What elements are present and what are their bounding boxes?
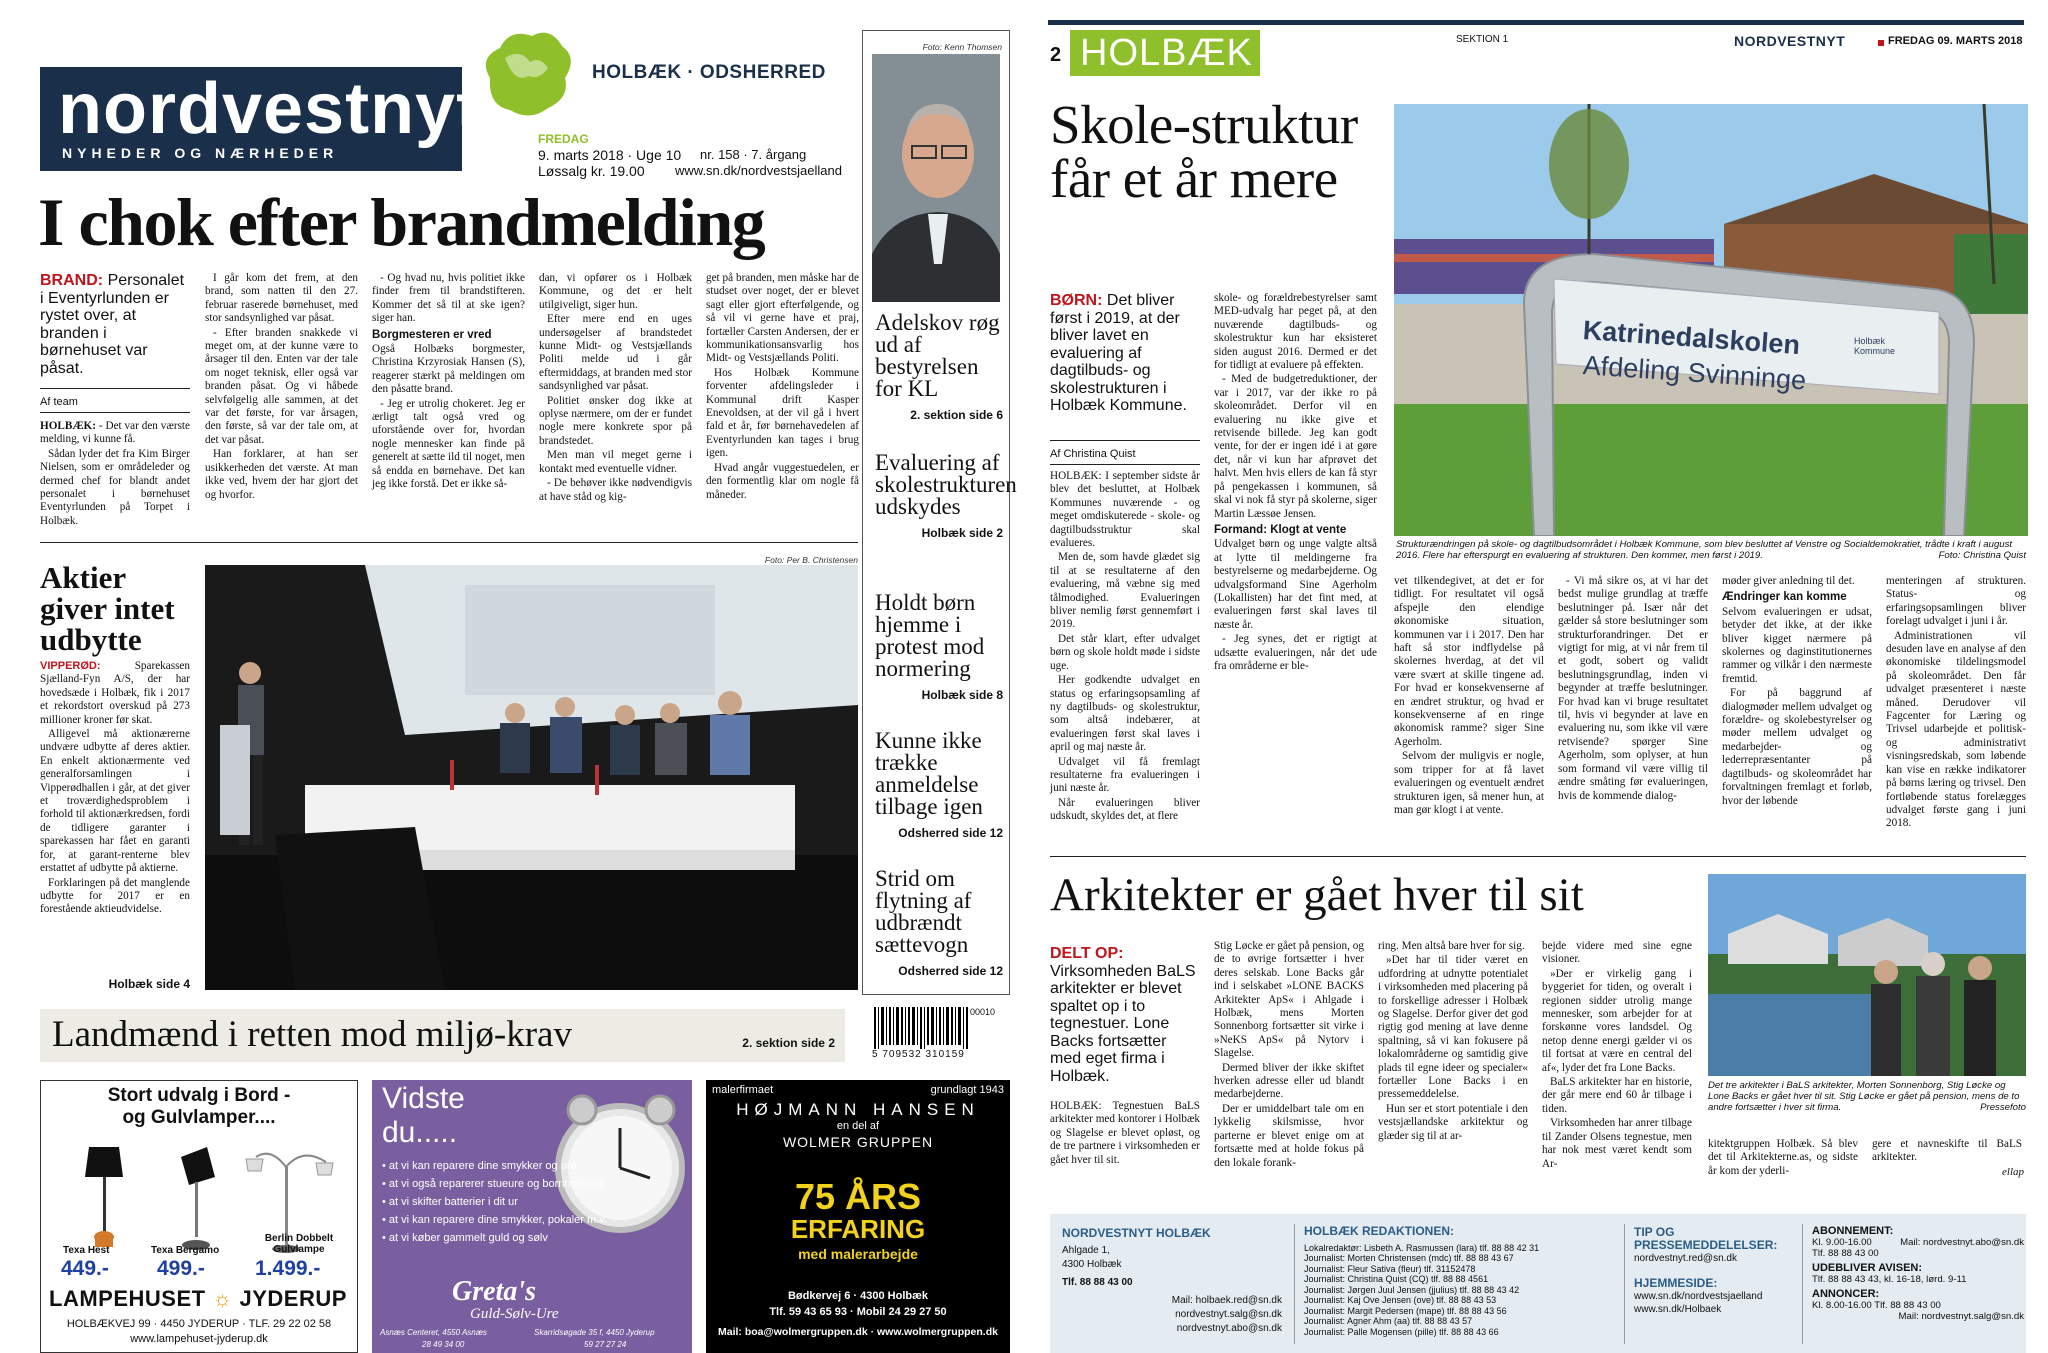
sidebar-teaser-2[interactable] bbox=[875, 450, 1017, 540]
teaser-ref: Holbæk side 8 bbox=[921, 688, 1003, 702]
barcode-code: 00010 bbox=[970, 1007, 996, 1017]
teaser-headline: Strid om flytning af udbrændt sættevogn bbox=[875, 866, 972, 957]
sidebar-teaser-5[interactable] bbox=[875, 868, 1003, 978]
teaser-ref: Holbæk side 2 bbox=[921, 526, 1003, 540]
footer-sep bbox=[1624, 1224, 1625, 1344]
ad-gretas-tel2: 59 27 27 24 bbox=[584, 1340, 627, 1349]
story2-col-e: kitektgruppen Holbæk. Så blev det til Arkitekterne.as, og sidste år kom der yderli- bbox=[1708, 1138, 1858, 1177]
teaser-headline: Kunne ikke trække anmeldelse tilbage igen bbox=[875, 728, 983, 819]
ad-hojmann-addr: Bødkervej 6 · 4300 Holbæk bbox=[787, 1290, 928, 1302]
main-col4-p2: Efter mere end en uges undersøgelser af brandstedet kunne Midt- og Vestsjællands Politi melde ud i går eftermiddags, at branden med stor sandsynlighed var påsat. bbox=[539, 313, 692, 393]
sidebar-teaser-1[interactable] bbox=[875, 312, 1003, 422]
story1-col-e: møder giver anledning til det. Ændringer kan komme Selvom evalueringen er udsat, betyder det ikke, at der ikke bliver kigget nærmere på skolernes og daginstitutionernes rammer og vilkår i den nærmeste fremtid. For på baggrund af dialogmøder mellem udvalget og forældre- og skolebestyrelser og møder mellem udvalget og medarbejder- og lederrepræsentanter på dagtilbuds- og skoleområdet har forvaltningen fremlagt et forløb, hvor der løbende bbox=[1722, 575, 1872, 807]
teaser-ref: 2. sektion side 6 bbox=[910, 408, 1003, 422]
story1-kicker-label: BØRN: bbox=[1050, 292, 1103, 309]
ad-gretas-title1: Vidste bbox=[382, 1082, 465, 1115]
teaser-ref: Odsherred side 12 bbox=[898, 826, 1003, 840]
story2-kicker-block bbox=[1050, 945, 1200, 1085]
ad-hojmann-big1: 75 ÅRS bbox=[794, 1176, 922, 1217]
conference-photo bbox=[205, 565, 858, 990]
ad-gretas-addr2: Skarridsøgade 35 f, 4450 Jyderup bbox=[534, 1328, 655, 1337]
ad-hojmann-top-left: malerfirmaet bbox=[712, 1084, 774, 1096]
story2-col-f: gere et navneskifte til BaLS arkitekter. bbox=[1872, 1138, 2022, 1164]
story1-subhead-2: Ændringer kan komme bbox=[1722, 591, 1847, 604]
product-name: Berlin Dobbelt Gulvlampe bbox=[264, 1233, 334, 1255]
footer-col1: NORDVESTNYT HOLBÆK Ahlgade 1, 4300 Holbæk Tlf. 88 88 43 00 Mail: holbaek.red@sn.dk nordvestnyt.salg@sn.dk nordvestnyt.abo@sn.dk bbox=[1062, 1226, 1282, 1334]
banner-headline: Landmænd i retten mod miljø-krav bbox=[52, 1014, 572, 1055]
footer-sep bbox=[1294, 1224, 1295, 1344]
main-col4-p1: dan, vi opfører os i Holbæk Kommune, og det er helt utilgiveligt, siger hun. bbox=[539, 272, 692, 311]
sign-logo: Holbæk Kommune bbox=[1854, 336, 1896, 356]
sun-icon: ☼ bbox=[212, 1286, 233, 1311]
teaser-headline: Holdt børn hjemme i protest mod normering bbox=[875, 590, 985, 681]
school-sign-photo bbox=[1394, 104, 2028, 536]
story1-byline: Af Christina Quist bbox=[1050, 448, 1136, 460]
main-col1-p2: Sådan lyder det fra Kim Birger Nielsen, som er områdeleder og dermed chef for blandt andet personalet i børnehuset Eventyrlunden på Torpet i Holbæk. bbox=[40, 447, 190, 527]
second-body bbox=[40, 660, 190, 918]
story2-col-d: bejde videre med sine egne visioner. »Der er virkelig gang i byggeriet for tiden, og overalt i regionen sidder utrolig mange mennesker, som arbejder for at forskønne vores landsdel. Og netop denne energi gælder vi os til fortsat at være en central del af«, lyder det fra Lone Backs. BaLS arkitekter har en historie, der går mere end 60 år tilbage i tiden. Virksomheden har anrer tilbage til Zander Olsens tegnestue, men har nok mest været kendt som Ar- bbox=[1542, 940, 1692, 1170]
masthead-region: HOLBÆK · ODSHERRED bbox=[592, 62, 826, 83]
sign-text-1: Katrinedalskolen bbox=[1581, 315, 1802, 361]
story2-col-b: Stig Løcke er gået på pension, og de to øvrige fortsætter i hver deres selskab. Lone Backs går ind i selskabet »LONE BACKS Arkitekter ApS« i Ahlgade i Holbæk, mens Morten Sonnenborg fortsætter sit virke i »NeKS ApS« på Nytorv i Slagelse. Dermed bliver der ikke skiftet hverken adresse eller ud blandt medarbejderne. Der er umiddelbart tale om en lykkelig skilsmisse, hvor parterne er blevet enige om at fortsætte med at holde fokus på den lokale forank- bbox=[1214, 940, 1364, 1169]
ad-gretas[interactable] bbox=[372, 1080, 692, 1353]
second-p3: Forklaringen på det manglende udbytte for 2017 er en forestående aktieudvidelse. bbox=[40, 876, 190, 916]
main-col3-p2: Også Holbæks borgmester, Christina Krzyrosiak Hansen (S), reagerer stærkt på meldingen om den påsatte brand. bbox=[372, 343, 525, 396]
story1-kicker: Det bliver først i 2019, at der bliver lavet en evaluering af dagtilbuds- og skolestrukturen i Holbæk Kommune. bbox=[1050, 292, 1187, 414]
footer-col4: ABONNEMENT: Kl. 9.00-16.00 Mail: nordvestnyt.abo@sn.dk Tlf. 88 88 43 00 UDEBLIVER AVISEN: Tlf. 88 88 43 43, kl. 16-18, lørd. 9-11 ANNONCER: Kl. 8.00-16.00 Tlf. 88 88 43 00 Mail: nordvestnyt.salg@sn.dk bbox=[1812, 1225, 2024, 1322]
second-kicker-label: VIPPERØD: bbox=[40, 660, 101, 672]
teaser-headline: Adelskov røg ud af bestyrelsen for KL bbox=[875, 310, 1000, 401]
ad-hojmann-sub: en del af bbox=[836, 1120, 880, 1132]
globe-logo-icon bbox=[470, 18, 580, 126]
second-p2: Alligevel må aktionærerne undvære udbytte af deres aktier. En enkelt aktionærmente ved generalforsamlingen i Vipperødhallen i går, at det giver et troværdighedsproblem i forhold til aktionærkredsen, fordi de tidligere garanter i sparekassen har fået en garanti for, at garant-renterne blev erstattet af udbytte på aktierne. bbox=[40, 728, 190, 875]
product-price: 449.- bbox=[61, 1257, 109, 1280]
main-col4-p3: Politiet ønsker dog ikke at oplyse nærmere, om der er fundet nogle mere konkrete spor på brandstedet. bbox=[539, 394, 692, 447]
product-price: 1.499.- bbox=[255, 1257, 321, 1280]
ad-hojmann-mail[interactable]: Mail: boa@wolmergruppen.dk · www.wolmergruppen.dk bbox=[718, 1326, 998, 1338]
story1-col-f: menteringen af strukturen. Status- og erfaringsopsamlingen bliver forelagt udvalget i juni i år. Administrationen vil desuden lave en analyse af den økonomiske tildelingsmodel på skoleområdet. Den får udvalget præsenteret i næste måned. Derudover vil Fagcenter for Læring og Trivsel udarbejde et politisk- og administrativt visningsredskab, som løbende kan vise en række indikatorer på børns læring og trivsel. Den fortløbende status forelægges udvalget første gang i juni 2018. bbox=[1886, 575, 2026, 830]
main-kicker-block bbox=[40, 272, 190, 377]
ad-lampehuset-url[interactable]: www.lampehuset-jyderup.dk bbox=[130, 1333, 268, 1345]
masthead-day: FREDAG bbox=[538, 132, 589, 146]
masthead-logo-block bbox=[40, 67, 482, 171]
story2-author: ellap bbox=[2002, 1166, 2024, 1178]
architects-photo bbox=[1708, 874, 2026, 1076]
main-col-4 bbox=[539, 272, 692, 505]
footer-col1-title: NORDVESTNYT HOLBÆK bbox=[1062, 1226, 1211, 1240]
divider bbox=[1050, 464, 1200, 465]
ad-hojmann-group: WOLMER GRUPPEN bbox=[782, 1134, 934, 1150]
main-col-3 bbox=[372, 272, 525, 493]
main-col-2 bbox=[205, 272, 358, 503]
sidebar-teaser-3[interactable] bbox=[875, 592, 1003, 702]
main-col4-p5: - De behøver ikke nødvendigvis at have ståd og kig- bbox=[539, 477, 692, 503]
ad-gretas-addr1: Asnæs Centeret, 4550 Asnæs bbox=[380, 1328, 487, 1337]
banner-ref[interactable]: 2. sektion side 2 bbox=[742, 1036, 835, 1050]
ad-lampehuset-title: Stort udvalg i Bord -og Gulvlamper.... bbox=[107, 1085, 291, 1128]
list-item: • at vi køber gammelt guld og sølv bbox=[382, 1232, 548, 1244]
ad-gretas-brand-sub: Guld-Sølv-Ure bbox=[470, 1306, 559, 1322]
masthead-issue: nr. 158 · 7. årgang bbox=[700, 147, 807, 162]
list-item: • at vi også reparerer stueure og bornholmere bbox=[382, 1178, 605, 1190]
second-headline: Aktier giver intet udbytte bbox=[40, 560, 175, 657]
main-col-1 bbox=[40, 420, 190, 529]
ad-hojmann-big2: ERFARING bbox=[790, 1214, 926, 1244]
main-kicker: Personalet i Eventyrlunden er rystet over, at branden i børnehuset var påsat. bbox=[40, 272, 185, 377]
main-byline: Af team bbox=[40, 396, 78, 408]
page-number: 2 bbox=[1050, 44, 1062, 66]
ad-gretas-tel1: 28 49 34 00 bbox=[422, 1340, 465, 1349]
story2-kicker: Virksomheden BaLS arkitekter er blevet spaltet op i to tegnestuer. Lone Backs fortsætter med eget firma i Holbæk. bbox=[1050, 962, 1196, 1085]
main-kicker-label: BRAND: bbox=[40, 272, 104, 289]
footer-sep bbox=[1802, 1224, 1803, 1344]
ad-gretas-list bbox=[382, 1160, 632, 1250]
section-label: SEKTION 1 bbox=[1456, 34, 1509, 45]
divider bbox=[40, 542, 858, 543]
ad-gretas-title2: du..... bbox=[382, 1116, 458, 1149]
masthead-date: 9. marts 2018 · Uge 10 bbox=[538, 147, 682, 163]
story1-col-b: skole- og forældrebestyrelser samt MED-udvalg har peget på, at den nuværende dagtilbuds- og skolestruktur kun har eksisteret siden august 2016. Dermed er det for tidligt at evaluere på effekten. - Med de budgetreduktioner, der var i 2017, var der ikke ro på skoleområdet. Derfor vil en evaluering nu ikke give et retvisende billede. Jeg kan godt vente, for der er ingen idé i at gøre det, når vi kun har afprøvet det halvt. Men hvis ellers de kan få styr på pengekassen i kommunen, så skal vi nok få styr på skolerne, siger Martin Læssøe Jensen. Formand: Klogt at vente Udvalget børn og unge valgte altså at lytte til meldingerne fra bestyrelserne og medarbejderne. Og udvalgsformand Sine Agerholm (Lokallisten) har det fint med, at evalueringen først skal laves til næste år. - Jeg synes, det er rigtigt at udsætte evalueringen, når det ude fra områderne er ble- bbox=[1214, 292, 1377, 672]
main-col-5 bbox=[706, 272, 859, 503]
header-square bbox=[1878, 40, 1884, 46]
story1-col-c: vet tilkendegivet, at det er for tidligt. For resultatet vil også afspejle den elendige økonomiske situation, kommunen var i i 2017. Den har haft så stor indflydelse på skolernes hverdag, at det vil være svært at skille tingene ad. For hvad er konsekvenserne af en ændret struktur, og hvad er konsekvenserne af en ringe økonomisk ramme? siger Sine Agerholm. Selvom der muligvis er nogle, som tripper for at få lavet evalueringen og eventuelt ændret strukturen igen, så mener hun, at man gør klogt i at vente. bbox=[1394, 575, 1544, 816]
story1-subhead-1: Formand: Klogt at vente bbox=[1214, 523, 1347, 536]
ad-hojmann-big3: med malerarbejde bbox=[798, 1246, 918, 1262]
header-paper: NORDVESTNYT bbox=[1734, 33, 1846, 49]
sidebar-photo-credit: Foto: Kenn Thomsen bbox=[922, 42, 1002, 52]
product-name: Texa Bergamo bbox=[151, 1245, 220, 1256]
ad-hojmann-tel: Tlf. 59 43 65 93 · Mobil 24 29 27 50 bbox=[769, 1306, 947, 1318]
barcode-number: 5 709532 310159 bbox=[872, 1049, 965, 1060]
story2-kicker-label: DELT OP: bbox=[1050, 945, 1124, 962]
sign-text-2: Afdeling Svinninge bbox=[1581, 350, 1808, 396]
story1-col-d: - Vi må sikre os, at vi har det bedst mulige grundlag at træffe beslutninger på. Især når det gælder så store beslutninger som strukturforandringer. Det er vigtigt for mig, at vi når frem til et godt, sobert og validt beslutningsgrundlag, inden vi begynder at træffe beslutninger. For hvad kan vi bruge resultatet til, hvis vi begynder at lave en evaluering nu, som ikke vil være retvisende? spørger Sine Agerholm, som oplyser, at hun som formand vil være villig til ændre småting før evalueringen, hvis de kommende dialog- bbox=[1558, 575, 1708, 802]
product-price: 499.- bbox=[157, 1257, 205, 1280]
ad-gretas-brand: Greta's bbox=[452, 1276, 536, 1307]
ad-hojmann-top-right: grundlagt 1943 bbox=[930, 1084, 1004, 1096]
main-col2-p2: - Efter branden snakkede vi meget om, at der kunne være to årsager til den. Enten var der tale om noget teknisk, eller også var branden påsat. Og vi håbede selvfølgelig alle sammen, at det var det første, for var årsagen, den første, så var der tale om, at det var påsat. bbox=[205, 326, 358, 446]
main-subhead: Borgmesteren er vred bbox=[372, 328, 492, 341]
main-col1-p1: HOLBÆK: - Det var den værste melding, vi kunne få. bbox=[40, 420, 190, 446]
photo-credit: Foto: Christina Quist bbox=[1938, 550, 2026, 561]
main-col5-p3: Hvad angår vuggestuedelen, er den formentlig klar om nogle få måneder. bbox=[706, 461, 859, 501]
list-item: • at vi skifter batterier i dit ur bbox=[382, 1196, 518, 1208]
divider bbox=[40, 388, 190, 389]
ad-lampehuset-address: HOLBÆKVEJ 99 · 4450 JYDERUP · TLF. 29 22 02 58 bbox=[66, 1318, 332, 1330]
story1-kicker-block bbox=[1050, 292, 1200, 415]
ad-hojmann-name: HØJMANN HANSEN bbox=[736, 1100, 980, 1119]
second-ref[interactable]: Holbæk side 4 bbox=[108, 977, 190, 991]
ad-lampehuset-brand: LAMPEHUSET ☼ JYDERUP bbox=[49, 1286, 347, 1311]
story2-caption: Det tre arkitekter i BaLS arkitekter, Morten Sonnenborg, Stig Løcke og Lone Backs er gået hver til sit. Stig Løcke er gået på pension, mens de to andre fortsætter i hver sit firma. Pressefoto bbox=[1708, 1080, 2026, 1113]
main-col3-p3: - Jeg er utrolig chokeret. Jeg er ærligt talt også vred og uforstående over for, hvordan nogle mennesker kan finde på generelt at sætte ild til noget, men så endda en børnehave. Det kan jeg ikke forstå. Det er ikke så- bbox=[372, 397, 525, 491]
photo-credit: Foto: Per B. Christensen bbox=[764, 555, 858, 565]
footer-col2-title: HOLBÆK REDAKTIONEN: bbox=[1304, 1224, 1454, 1238]
main-col2-p3: Han forklarer, at han ser usikkerheden det værste. At man ikke ved, hvem der har gjort det og hvorfor. bbox=[205, 448, 358, 501]
teaser-ref: Odsherred side 12 bbox=[898, 964, 1003, 978]
photo-credit: Pressefoto bbox=[1980, 1102, 2026, 1113]
divider bbox=[1050, 440, 1200, 441]
second-p1: VIPPERØD: Sparekassen Sjælland-Fyn A/S, der har hovedsæde i Holbæk, fik i 2017 et rekordstort overskud på 273 millioner kroner før skat. bbox=[40, 660, 190, 726]
main-place: HOLBÆK: bbox=[40, 420, 96, 432]
main-col3-p1: - Og hvad nu, hvis politiet ikke finder frem til brandstifteren. Kommer det så til at ske igen? siger han. bbox=[372, 272, 525, 325]
story1-headline: Skole-struktur får et år mere bbox=[1050, 94, 1358, 209]
portrait-photo bbox=[872, 54, 1000, 302]
footer-col2: HOLBÆK REDAKTIONEN: Lokalredaktør: Lisbeth A. Rasmussen (lara) tlf. 88 88 42 31 Journalist: Morten Christensen (mdc) tlf. 88 88 43 67 Journalist: Fleur Sativa (fleur) tlf. 31152478 Journalist: Christina Quist (CQ) tlf. 88 88 4561 Journalist: Jørgen Juul Jensen (jjulius) tlf. 88 88 43 42 Journalist: Kaj Ove Jensen (ove) tlf. 88 88 43 53 Journalist: Margit Pedersen (mape) tlf. 88 88 43 56 Journalist: Agner Ahm (aa) tlf. 88 88 43 57 Journalist: Palle Mogensen (pille) tlf. 88 88 43 66 bbox=[1304, 1226, 1616, 1337]
header-date: FREDAG 09. MARTS 2018 bbox=[1888, 35, 2023, 47]
main-col5-p1: get på branden, men måske har de studset over noget, der er blevet sagt eller gjort efterfølgende, og så vil vi gerne have et praj, fortæller Carsten Andersen, der er kommunikationsansvarlig hos Midt- og Vestsjællands Politi. bbox=[706, 272, 859, 365]
main-col5-p2: Hos Holbæk Kommune forventer afdelingsleder i Kommunal drift Kasper Enevoldsen, at der vil gå i hvert fald et år, før børnehavedelen af Eventyrlunden kan tages i brug igen. bbox=[706, 366, 859, 460]
story1-caption: Strukturændringen på skole- og dagtilbudsområdet i Holbæk Kommune, som blev besluttet af Venstre og Socialdemokratiet, trådte i kraft i august 2016. Flere har efterspurgt en evaluering af strukturen. Den kommer, men først i 2019. Foto: Christina Quist bbox=[1396, 539, 2026, 561]
divider bbox=[1050, 856, 2026, 857]
product-name: Texa Hest bbox=[63, 1245, 110, 1256]
story2-col-c: ring. Men altså bare hver for sig. »Det har til tider været en udfordring at udnytte potentialet i virksomheden med placering på to forskellige adresser i Holbæk og Slagelse. Derfor giver det god rigtig god mening at lave denne spaltning, så vi kan fokusere på lokalområderne og samtidig give plads til egne ideer og specialer« fortæller Lone Backs i en pressemeddelelse. Hun ser et stort potentiale i den vestsjællandske arkitektur og glæder sig til at ar- bbox=[1378, 940, 1528, 1142]
list-item: • at vi kan reparere dine smykker og ure bbox=[382, 1160, 577, 1172]
sidebar-teaser-4[interactable] bbox=[875, 730, 1003, 840]
section-title: HOLBÆK bbox=[1080, 32, 1253, 74]
ad-hojmann[interactable] bbox=[706, 1080, 1010, 1353]
masthead-title: nordvestnyt bbox=[58, 69, 482, 149]
teaser-headline: Evaluering af skolestrukturen udskydes bbox=[875, 450, 1017, 519]
story1-col-a: HOLBÆK: I september sidste år blev det besluttet, at Holbæk Kommunes nuværende - og meget omdiskuterede - skole- og dagtilbudsstruktur skal evalueres. Men de, som havde glædet sig til at se resultaterne af den evaluering, må væbne sig med tålmodighed. Evalueringen bliver nemlig først gennemført i 2019. Det står klart, efter udvalget børn og skole holdt møde i sidste uge. Her godkendte udvalget en status og erfaringsopsamling af ny dagtilbuds- og skolestruktur, som altså indebærer, at evalueringen først skal laves i april og maj næste år. Udvalget vil få fremlagt resultaterne fra evalueringen i juni næste år. Når evalueringen bliver udskudt, skyldes det, at flere bbox=[1050, 470, 1200, 823]
masthead-price: Løssalg kr. 19.00 bbox=[538, 163, 645, 179]
ad-lampehuset[interactable] bbox=[40, 1080, 358, 1353]
masthead-url[interactable]: www.sn.dk/nordvestsjaelland bbox=[675, 163, 842, 178]
main-col4-p4: Men man vil meget gerne i kontakt med eventuelle vidner. bbox=[539, 449, 692, 475]
story2-col-a: HOLBÆK: Tegnestuen BaLS arkitekter med kontorer i Holbæk og Slagelse er blevet opløst, og de tre partnere i virksomheden er gået hver til sit. bbox=[1050, 1100, 1200, 1166]
right-page bbox=[1024, 0, 2048, 1353]
story2-headline: Arkitekter er gået hver til sit bbox=[1050, 869, 1584, 921]
main-col2-p1: I går kom det frem, at den brand, som natten til den 27. februar raserede børnehuset, med stor sandsynlighed var påsat. bbox=[205, 272, 358, 325]
list-item: • at vi kan reparere dine smykker, pokaler m.v. bbox=[382, 1214, 607, 1226]
top-rule bbox=[1048, 20, 2024, 25]
footer-col3: TIP OG PRESSEMEDDELELSER: nordvestnyt.red@sn.dk HJEMMESIDE: www.sn.dk/nordvestsjaelland www.sn.dk/Holbaek bbox=[1634, 1225, 1778, 1315]
divider bbox=[40, 412, 190, 413]
main-headline: I chok efter brandmelding bbox=[38, 184, 765, 260]
masthead-tagline: NYHEDER OG NÆRHEDER bbox=[62, 145, 339, 161]
